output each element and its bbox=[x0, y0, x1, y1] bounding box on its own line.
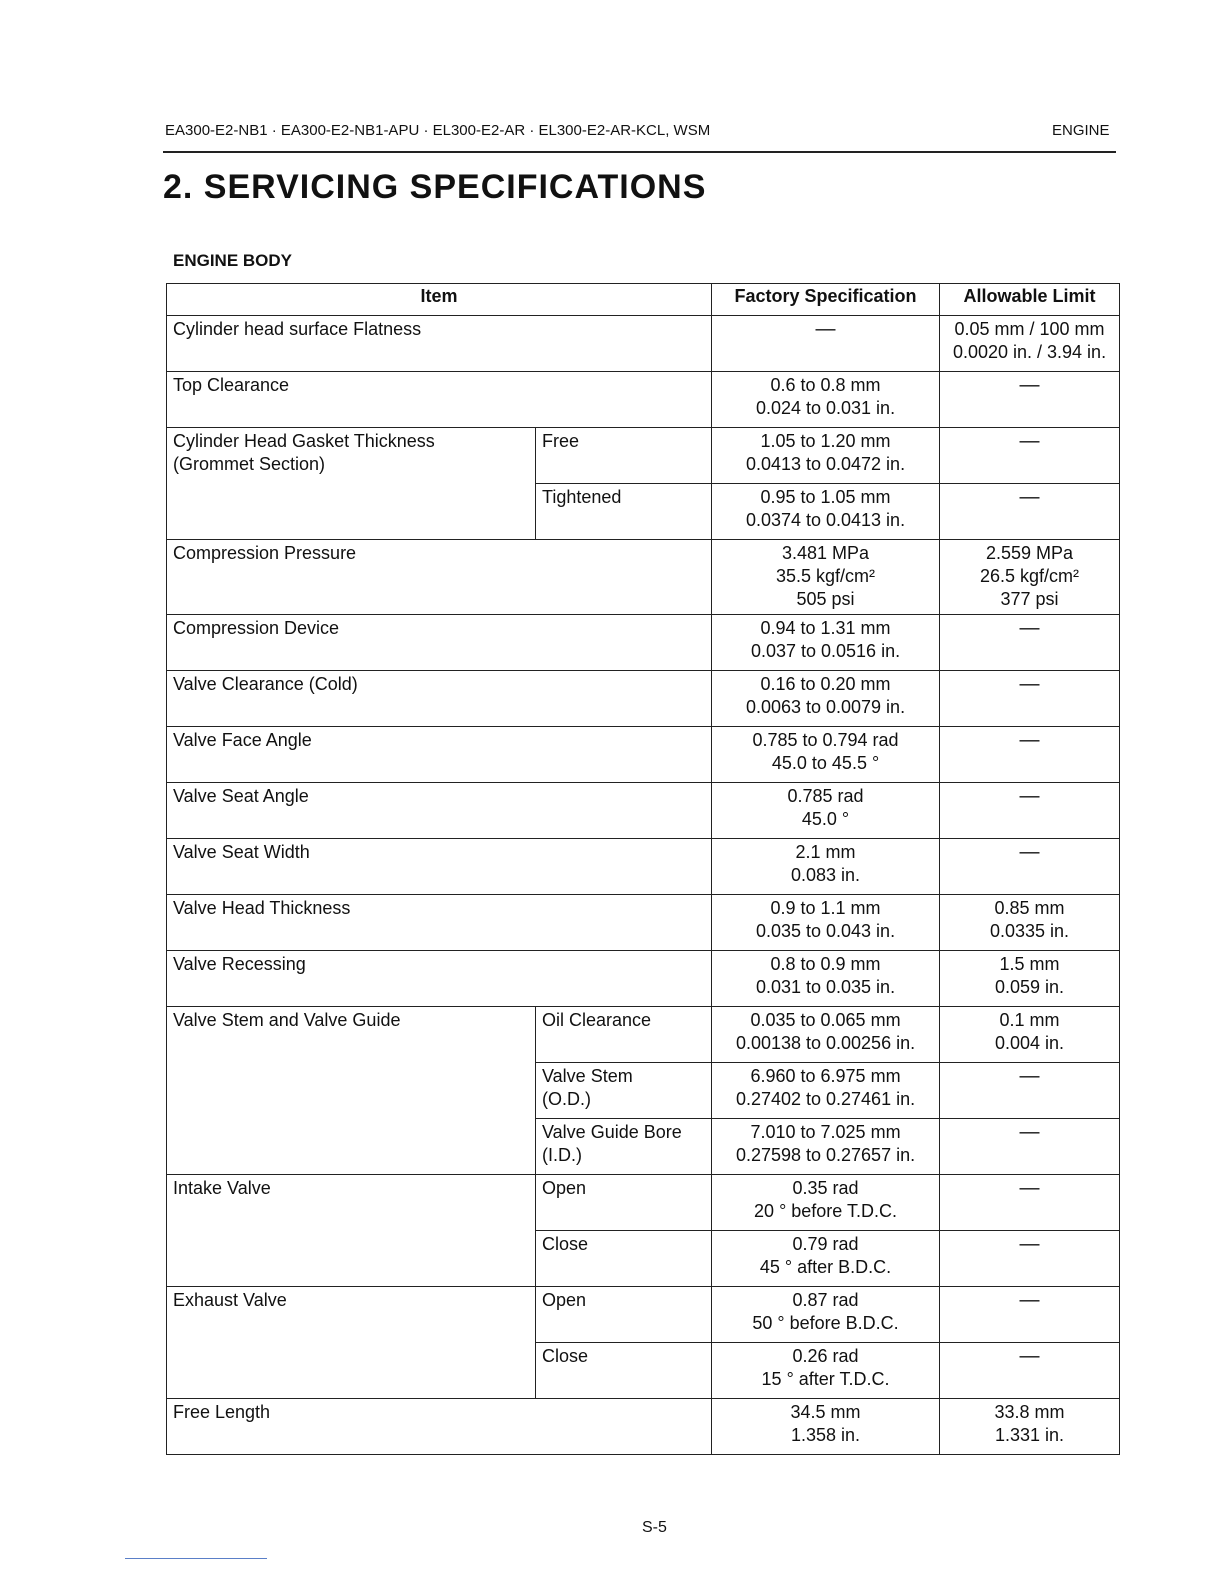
item-cell: Exhaust Valve bbox=[167, 1287, 536, 1399]
factory-spec-cell: 6.960 to 6.975 mm 0.27402 to 0.27461 in. bbox=[712, 1063, 940, 1119]
item-cell: Compression Pressure bbox=[167, 540, 712, 615]
item-cell: Valve Face Angle bbox=[167, 727, 712, 783]
allowable-limit-cell: — bbox=[940, 839, 1120, 895]
allowable-limit-cell: — bbox=[940, 1119, 1120, 1175]
item-cell: Valve Head Thickness bbox=[167, 895, 712, 951]
table-row bbox=[167, 951, 1120, 1007]
factory-spec-cell: 1.05 to 1.20 mm 0.0413 to 0.0472 in. bbox=[712, 428, 940, 484]
header-models: EA300-E2-NB1 · EA300-E2-NB1-APU · EL300-E2-AR · EL300-E2-AR-KCL, WSM bbox=[165, 122, 711, 139]
factory-spec-cell: 0.26 rad 15 ° after T.D.C. bbox=[712, 1343, 940, 1399]
sub-item-cell: Free bbox=[536, 428, 712, 484]
allowable-limit-cell: 33.8 mm 1.331 in. bbox=[940, 1399, 1120, 1455]
table-row bbox=[167, 1399, 1120, 1455]
factory-spec-cell: 0.35 rad 20 ° before T.D.C. bbox=[712, 1175, 940, 1231]
allowable-limit-cell: — bbox=[940, 671, 1120, 727]
sub-item-cell: Tightened bbox=[536, 484, 712, 540]
item-cell: Compression Device bbox=[167, 615, 712, 671]
factory-spec-cell: 0.785 to 0.794 rad 45.0 to 45.5 ° bbox=[712, 727, 940, 783]
item-cell: Valve Recessing bbox=[167, 951, 712, 1007]
table-row bbox=[167, 727, 1120, 783]
item-cell: Free Length bbox=[167, 1399, 712, 1455]
factory-spec-cell: 0.95 to 1.05 mm 0.0374 to 0.0413 in. bbox=[712, 484, 940, 540]
item-cell: Intake Valve bbox=[167, 1175, 536, 1287]
spec-table bbox=[166, 283, 1120, 1455]
factory-spec-cell: 0.8 to 0.9 mm 0.031 to 0.035 in. bbox=[712, 951, 940, 1007]
factory-spec-cell: 0.035 to 0.065 mm 0.00138 to 0.00256 in. bbox=[712, 1007, 940, 1063]
factory-spec-cell: 3.481 MPa 35.5 kgf/cm² 505 psi bbox=[712, 540, 940, 615]
bottom-rule bbox=[125, 1558, 267, 1559]
item-cell: Top Clearance bbox=[167, 372, 712, 428]
factory-spec-cell: 34.5 mm 1.358 in. bbox=[712, 1399, 940, 1455]
item-cell: Valve Seat Angle bbox=[167, 783, 712, 839]
factory-spec-cell: — bbox=[712, 316, 940, 372]
factory-spec-cell: 0.9 to 1.1 mm 0.035 to 0.043 in. bbox=[712, 895, 940, 951]
table-row bbox=[167, 615, 1120, 671]
sub-item-cell: Valve Stem (O.D.) bbox=[536, 1063, 712, 1119]
allowable-limit-cell: 1.5 mm 0.059 in. bbox=[940, 951, 1120, 1007]
allowable-limit-cell: — bbox=[940, 372, 1120, 428]
allowable-limit-cell: 0.05 mm / 100 mm 0.0020 in. / 3.94 in. bbox=[940, 316, 1120, 372]
item-cell: Valve Stem and Valve Guide bbox=[167, 1007, 536, 1175]
header-factory: Factory Specification bbox=[712, 284, 940, 316]
allowable-limit-cell: — bbox=[940, 1343, 1120, 1399]
header-item: Item bbox=[167, 284, 712, 316]
factory-spec-cell: 0.785 rad 45.0 ° bbox=[712, 783, 940, 839]
allowable-limit-cell: — bbox=[940, 1231, 1120, 1287]
allowable-limit-cell: — bbox=[940, 484, 1120, 540]
item-cell: Valve Clearance (Cold) bbox=[167, 671, 712, 727]
allowable-limit-cell: — bbox=[940, 1287, 1120, 1343]
header-limit: Allowable Limit bbox=[940, 284, 1120, 316]
table-row bbox=[167, 783, 1120, 839]
table-row bbox=[167, 895, 1120, 951]
factory-spec-cell: 0.79 rad 45 ° after B.D.C. bbox=[712, 1231, 940, 1287]
header-divider bbox=[163, 151, 1116, 153]
factory-spec-cell: 0.94 to 1.31 mm 0.037 to 0.0516 in. bbox=[712, 615, 940, 671]
sub-item-cell: Close bbox=[536, 1231, 712, 1287]
table-row bbox=[167, 428, 1120, 484]
allowable-limit-cell: — bbox=[940, 428, 1120, 484]
sub-item-cell: Oil Clearance bbox=[536, 1007, 712, 1063]
factory-spec-cell: 7.010 to 7.025 mm 0.27598 to 0.27657 in. bbox=[712, 1119, 940, 1175]
sub-item-cell: Close bbox=[536, 1343, 712, 1399]
table-row bbox=[167, 372, 1120, 428]
factory-spec-cell: 0.16 to 0.20 mm 0.0063 to 0.0079 in. bbox=[712, 671, 940, 727]
item-cell: Cylinder Head Gasket Thickness (Grommet Section) bbox=[167, 428, 536, 540]
page-title: 2. SERVICING SPECIFICATIONS bbox=[163, 168, 707, 206]
header-section: ENGINE bbox=[1052, 122, 1110, 139]
table-row bbox=[167, 1175, 1120, 1231]
sub-item-cell: Open bbox=[536, 1175, 712, 1231]
section-heading: ENGINE BODY bbox=[173, 251, 293, 270]
allowable-limit-cell: 2.559 MPa 26.5 kgf/cm² 377 psi bbox=[940, 540, 1120, 615]
page-number: S-5 bbox=[642, 1519, 667, 1536]
table-row bbox=[167, 671, 1120, 727]
table-row bbox=[167, 839, 1120, 895]
allowable-limit-cell: — bbox=[940, 1175, 1120, 1231]
factory-spec-cell: 0.6 to 0.8 mm 0.024 to 0.031 in. bbox=[712, 372, 940, 428]
factory-spec-cell: 2.1 mm 0.083 in. bbox=[712, 839, 940, 895]
table-header-row bbox=[167, 284, 1120, 316]
allowable-limit-cell: 0.85 mm 0.0335 in. bbox=[940, 895, 1120, 951]
table-row bbox=[167, 316, 1120, 372]
table-row bbox=[167, 540, 1120, 615]
item-cell: Cylinder head surface Flatness bbox=[167, 316, 712, 372]
sub-item-cell: Open bbox=[536, 1287, 712, 1343]
allowable-limit-cell: — bbox=[940, 1063, 1120, 1119]
sub-item-cell: Valve Guide Bore (I.D.) bbox=[536, 1119, 712, 1175]
factory-spec-cell: 0.87 rad 50 ° before B.D.C. bbox=[712, 1287, 940, 1343]
table-row bbox=[167, 1287, 1120, 1343]
allowable-limit-cell: — bbox=[940, 783, 1120, 839]
allowable-limit-cell: — bbox=[940, 615, 1120, 671]
table-row bbox=[167, 1007, 1120, 1063]
allowable-limit-cell: — bbox=[940, 727, 1120, 783]
allowable-limit-cell: 0.1 mm 0.004 in. bbox=[940, 1007, 1120, 1063]
item-cell: Valve Seat Width bbox=[167, 839, 712, 895]
